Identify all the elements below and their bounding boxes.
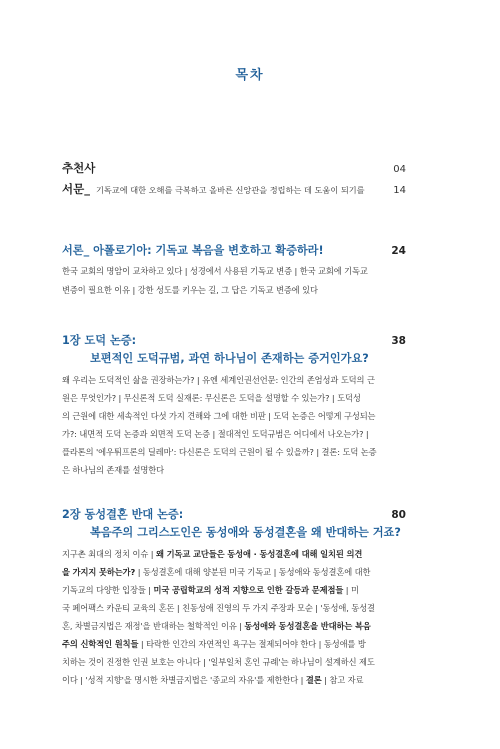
toc-section-ch2[interactable]: [62, 506, 406, 522]
section-line: [62, 585, 406, 596]
section-subtitle: 보편적인 도덕규범, 과연 하나님이 존재하는 증거인가요?: [90, 352, 369, 365]
entry-label: 서문_: [62, 182, 90, 196]
line-text: 의 근원에 대한 세속적인 다섯 가지 견해와 그에 대한 비판 | 도덕 논증은 어떻게 구성되는: [62, 411, 376, 421]
toc-entry-preface[interactable]: [62, 181, 406, 197]
line-text: 국 페어팩스 카운티 교육의 혼돈 | 친동성애 진영의 두 가지 주장과 모순 | '동성애, 동성결: [62, 603, 375, 613]
toc-section-ch1[interactable]: [62, 332, 406, 348]
line-text: 혼, 차별금지법은 재정'을 반대하는 철학적인 이유 |: [62, 621, 245, 631]
toc-entry-foreword[interactable]: [62, 160, 406, 176]
section-line: [62, 375, 406, 386]
line-text: 이다 | '성적 지향'을 명시한 차별금지법은 '종교의 자유'를 제한한다 |: [62, 675, 306, 685]
line-text-bold: 동성애와 동성결혼을 반대하는 복음: [244, 621, 371, 631]
toc-section-intro[interactable]: [62, 242, 406, 258]
line-text: 은 하나님의 존재를 설명한다: [62, 465, 165, 475]
section-line: [62, 393, 406, 404]
section-line: [62, 603, 406, 614]
section-title: 2장 동성결혼 반대 논증:: [62, 508, 184, 521]
section-line: [62, 675, 406, 686]
entry-page: 14: [393, 185, 406, 196]
section-line: [62, 639, 406, 650]
section-line: [62, 549, 406, 560]
entry-page: 04: [393, 164, 406, 175]
section-line: [62, 285, 406, 296]
section-page: 80: [391, 509, 406, 521]
section-line: [62, 567, 406, 578]
line-text: 가?: 내면적 도덕 논증과 외면적 도덕 논증 | 절대적인 도덕규범은 어디에서 나오는가? |: [62, 429, 369, 439]
line-text: 치하는 것이 진정한 인권 보호는 아니다 | '일부일처 혼인 규례'는 하나님이 설계하신 제도: [62, 657, 375, 667]
section-page: 38: [391, 335, 406, 347]
line-text: 변증이 필요한 이유 | 강한 성도를 키우는 길, 그 답은 기독교 변증에 있다: [62, 285, 318, 295]
line-text-bold: 결론: [305, 675, 322, 685]
line-text: 한국 교회의 명암이 교차하고 있다 | 성경에서 사용된 기독교 변증 | 한국 교회에 기독교: [62, 266, 368, 276]
line-text: 원은 무엇인가? | 무신론적 도덕 실재론: 무신론은 도덕을 설명할 수 있는가? | 도덕성: [62, 393, 361, 403]
line-text-bold: 미국 공립학교의 성적 지향으로 인한 갈등과 문제점들: [153, 585, 344, 595]
line-text: | 동성결혼에 대해 양분된 미국 기독교 | 동성애와 동성결혼에 대한: [135, 567, 371, 577]
section-line: [62, 411, 406, 422]
entry-label: 추천사: [62, 161, 96, 175]
section-line: [62, 465, 406, 476]
line-text-bold: 을 가지지 못하는가?: [62, 567, 136, 577]
line-text: | 참고 자료: [321, 675, 364, 685]
line-text: | 타락한 인간의 자연적인 욕구는 절제되어야 한다 | 동성애를 방: [138, 639, 366, 649]
section-line: [62, 266, 406, 277]
line-text: 플라톤의 '에우튀프론의 딜레마': 다신론은 도덕의 근원이 될 수 있을까? | 결론: 도덕 논증: [62, 447, 377, 457]
section-page: 24: [391, 245, 406, 257]
line-text: 지구촌 최대의 정치 이슈 |: [62, 549, 156, 559]
line-text: 기독교의 다양한 입장들 |: [62, 585, 154, 595]
entry-desc: 기독교에 대한 오해를 극복하고 올바른 신앙관을 정립하는 데 도움이 되기를: [95, 185, 365, 195]
section-line: [62, 657, 406, 668]
section-line: [62, 429, 406, 440]
line-text-bold: 왜 기독교 교단들은 동성애 · 동성결혼에 대해 일치된 의견: [156, 549, 363, 559]
section-title: 서론_ 아폴로기아: 기독교 복음을 변호하고 확증하라!: [62, 244, 324, 257]
section-subtitle: 복음주의 그리스도인은 동성애와 동성결혼을 왜 반대하는 거죠?: [90, 526, 401, 539]
line-text-bold: 주의 신학적인 원칙들: [62, 639, 139, 649]
section-line: [62, 447, 406, 458]
line-text: 왜 우리는 도덕적인 삶을 권장하는가? | 유엔 세계인권선언문: 인간의 존엄성과 도덕의 근: [62, 375, 375, 385]
toc-title: 목차: [235, 68, 265, 83]
section-line: [62, 621, 406, 632]
line-text: | 미: [343, 585, 359, 595]
section-title: 1장 도덕 논증:: [62, 334, 137, 347]
